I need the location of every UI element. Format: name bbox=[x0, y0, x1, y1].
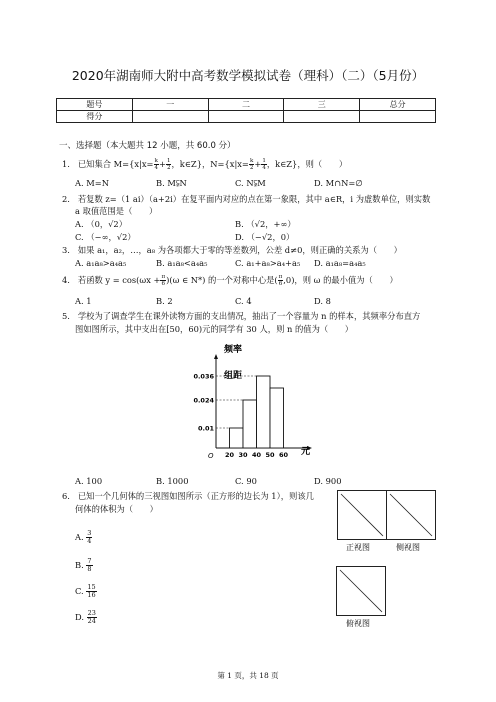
top-view-square bbox=[336, 566, 386, 616]
origin-label: O bbox=[208, 452, 214, 460]
q4-option-a[interactable]: A. 1 bbox=[75, 296, 92, 306]
front-view-label: 正视图 bbox=[346, 543, 370, 552]
denominator: 4 bbox=[154, 165, 159, 171]
diagonal-line bbox=[341, 494, 383, 536]
question-2 bbox=[62, 193, 430, 205]
numerator: 23 bbox=[87, 609, 96, 617]
q5-option-a[interactable]: A. 100 bbox=[75, 476, 103, 486]
score-header-cell: 总分 bbox=[360, 99, 436, 111]
q2-option-a[interactable]: A. （0，√2） bbox=[75, 219, 128, 229]
question-number: 4. bbox=[62, 275, 70, 285]
fraction bbox=[87, 610, 97, 625]
section-heading: 一、选择题（本大题共 12 小题，共 60.0 分） bbox=[59, 141, 236, 151]
question-5 bbox=[62, 310, 420, 322]
histogram-bar bbox=[243, 400, 257, 448]
histogram-bar bbox=[230, 428, 244, 448]
x-tick-label: 20 bbox=[224, 451, 235, 459]
score-header-row bbox=[57, 99, 436, 111]
histogram-bar bbox=[257, 376, 271, 448]
y-axis-label-top: 频率 bbox=[224, 345, 243, 355]
q2-option-c[interactable]: C. （−∞，√2） bbox=[75, 232, 136, 242]
q1-option-b[interactable]: B. M⫋N bbox=[156, 178, 187, 188]
q2-line2: a 取值范围是（ ） bbox=[75, 206, 158, 216]
frequency-histogram bbox=[180, 342, 330, 472]
score-cell bbox=[208, 111, 284, 123]
q4-stem-a: 若函数 y = cos(ωx + bbox=[77, 275, 161, 285]
side-view-square bbox=[386, 490, 436, 540]
score-value-row bbox=[57, 111, 436, 123]
y-tick-label: 0.036 bbox=[193, 372, 214, 381]
x-tick-label: 30 bbox=[238, 451, 248, 459]
q1-option-d[interactable]: D. M∩N=∅ bbox=[314, 178, 363, 188]
q6-option-c[interactable] bbox=[75, 584, 97, 599]
y-axis-label-bottom: 组距 bbox=[224, 371, 243, 381]
q6-line2: 何体的体积为（ ） bbox=[75, 504, 158, 514]
option-letter: D. bbox=[75, 612, 84, 622]
question-6 bbox=[62, 490, 314, 502]
y-axis-arrow bbox=[214, 354, 218, 359]
q6-line1: 已知一个几何体的三视图如图所示（正方形的边长为 1），则该几 bbox=[77, 491, 314, 501]
numerator: 1 bbox=[262, 158, 266, 164]
q6-option-b[interactable] bbox=[75, 558, 93, 573]
numerator: π bbox=[161, 274, 166, 280]
option-letter: C. bbox=[75, 586, 84, 596]
page-footer: 第 1 页，共 18 页 bbox=[217, 671, 279, 680]
q1-stem-c: ，k∈Z}，N={x|x= bbox=[171, 159, 249, 169]
question-1 bbox=[62, 158, 347, 171]
q1-option-a[interactable]: A. M=N bbox=[75, 178, 109, 188]
question-number: 1. bbox=[62, 159, 70, 169]
q1-stem-d: + bbox=[254, 159, 262, 169]
q5-line1: 学校为了调查学生在课外读物方面的支出情况，抽出了一个容量为 n 的样本，其频率分布直方 bbox=[77, 311, 421, 321]
q5-option-b[interactable]: B. 1000 bbox=[156, 476, 189, 486]
score-header-cell: 三 bbox=[284, 99, 360, 111]
numerator: k bbox=[249, 158, 254, 164]
q5-option-d[interactable]: D. 900 bbox=[314, 476, 342, 486]
numerator: k bbox=[154, 158, 158, 164]
y-tick-label: 0.01 bbox=[197, 424, 214, 433]
score-cell bbox=[284, 111, 360, 123]
q1-stem-b: + bbox=[159, 159, 166, 169]
question-number: 2. bbox=[62, 194, 70, 204]
front-view-square bbox=[337, 490, 387, 540]
denominator: 8 bbox=[87, 565, 92, 573]
x-axis-label: 元 bbox=[301, 447, 311, 457]
question-3 bbox=[62, 244, 402, 256]
histogram-bar bbox=[270, 388, 284, 448]
numerator: 7 bbox=[87, 557, 92, 565]
q2-option-d[interactable]: D. （−√2，0） bbox=[235, 232, 295, 242]
score-header-cell: 题号 bbox=[57, 99, 133, 111]
numerator: 1 bbox=[166, 158, 171, 164]
q3-option-c[interactable]: C. a₁+a₈>a₄+a₅ bbox=[235, 258, 301, 268]
q4-stem-c: ,0)，则 ω 的最小值为（ ） bbox=[283, 275, 398, 285]
q2-line1: 若复数 z=（1 ai）（a+2i）在复平面内对应的点在第一象限，其中 a∈R，i 为虚数单位，则实数 bbox=[77, 194, 431, 204]
fraction bbox=[86, 584, 96, 599]
score-cell bbox=[132, 111, 208, 123]
q6-option-a[interactable] bbox=[75, 530, 92, 545]
denominator: 16 bbox=[87, 591, 96, 599]
question-number: 5. bbox=[62, 311, 70, 321]
q4-option-b[interactable]: B. 2 bbox=[156, 296, 173, 306]
q3-stem: 如果 a₁，a₂，…，a₈ 为各项都大于零的等差数列，公差 d≠0，则正确的关系为（ ） bbox=[77, 245, 402, 255]
numerator: π bbox=[278, 274, 283, 280]
denominator: 2 bbox=[166, 165, 171, 171]
score-header-cell: 二 bbox=[208, 99, 284, 111]
q1-stem-a: 已知集合 M={x|x= bbox=[77, 159, 154, 169]
denominator: 2 bbox=[249, 165, 254, 171]
score-cell bbox=[360, 111, 436, 123]
q5-option-c[interactable]: C. 90 bbox=[235, 476, 257, 486]
x-tick-label: 60 bbox=[278, 451, 289, 459]
q4-stem-b: )(ω ∈ N*) 的一个对称中心是( bbox=[166, 275, 278, 285]
y-tick-label: 0.024 bbox=[193, 396, 214, 405]
top-view-label: 俯视图 bbox=[346, 619, 370, 628]
q4-option-d[interactable]: D. 8 bbox=[314, 296, 331, 306]
question-4 bbox=[62, 274, 398, 287]
question-number: 3. bbox=[62, 245, 70, 255]
denominator: 24 bbox=[87, 617, 96, 625]
side-view-label: 侧视图 bbox=[396, 543, 420, 552]
option-letter: B. bbox=[75, 560, 84, 570]
fraction bbox=[86, 558, 92, 573]
q3-option-a[interactable]: A. a₁a₈>a₄a₅ bbox=[75, 258, 127, 268]
diagonal-line bbox=[340, 570, 382, 612]
numerator: 3 bbox=[87, 529, 92, 537]
diagonal-line bbox=[390, 494, 432, 536]
question-number: 6. bbox=[62, 491, 70, 501]
denominator: 4 bbox=[262, 165, 266, 171]
score-header-cell: 一 bbox=[132, 99, 208, 111]
q2-option-b[interactable]: B. （√2，+∞） bbox=[235, 219, 296, 229]
denominator: 6 bbox=[161, 281, 166, 287]
x-tick-label: 50 bbox=[265, 451, 275, 459]
q4-option-c[interactable]: C. 4 bbox=[235, 296, 252, 306]
q3-option-b[interactable]: B. a₁a₈<a₄a₅ bbox=[156, 258, 208, 268]
fraction bbox=[86, 530, 92, 545]
score-table bbox=[56, 98, 436, 123]
score-row-label: 得分 bbox=[57, 111, 133, 123]
x-tick-label: 40 bbox=[251, 451, 262, 459]
option-letter: A. bbox=[75, 532, 84, 542]
q3-option-d[interactable]: D. a₁a₈=a₄a₅ bbox=[314, 258, 366, 268]
numerator: 15 bbox=[87, 583, 96, 591]
q5-line2: 图如图所示，其中支出在[50，60)元的同学有 30 人，则 n 的值为（ ） bbox=[75, 324, 354, 334]
q6-option-d[interactable] bbox=[75, 610, 97, 625]
denominator: 4 bbox=[87, 537, 92, 545]
denominator: 6 bbox=[278, 281, 283, 287]
q1-option-c[interactable]: C. N⫋M bbox=[235, 178, 266, 188]
page-title: 2020年湖南师大附中高考数学模拟试卷（理科）（二）（5月份） bbox=[71, 68, 425, 83]
q1-stem-e: ，k∈Z}，则（ ） bbox=[266, 159, 348, 169]
